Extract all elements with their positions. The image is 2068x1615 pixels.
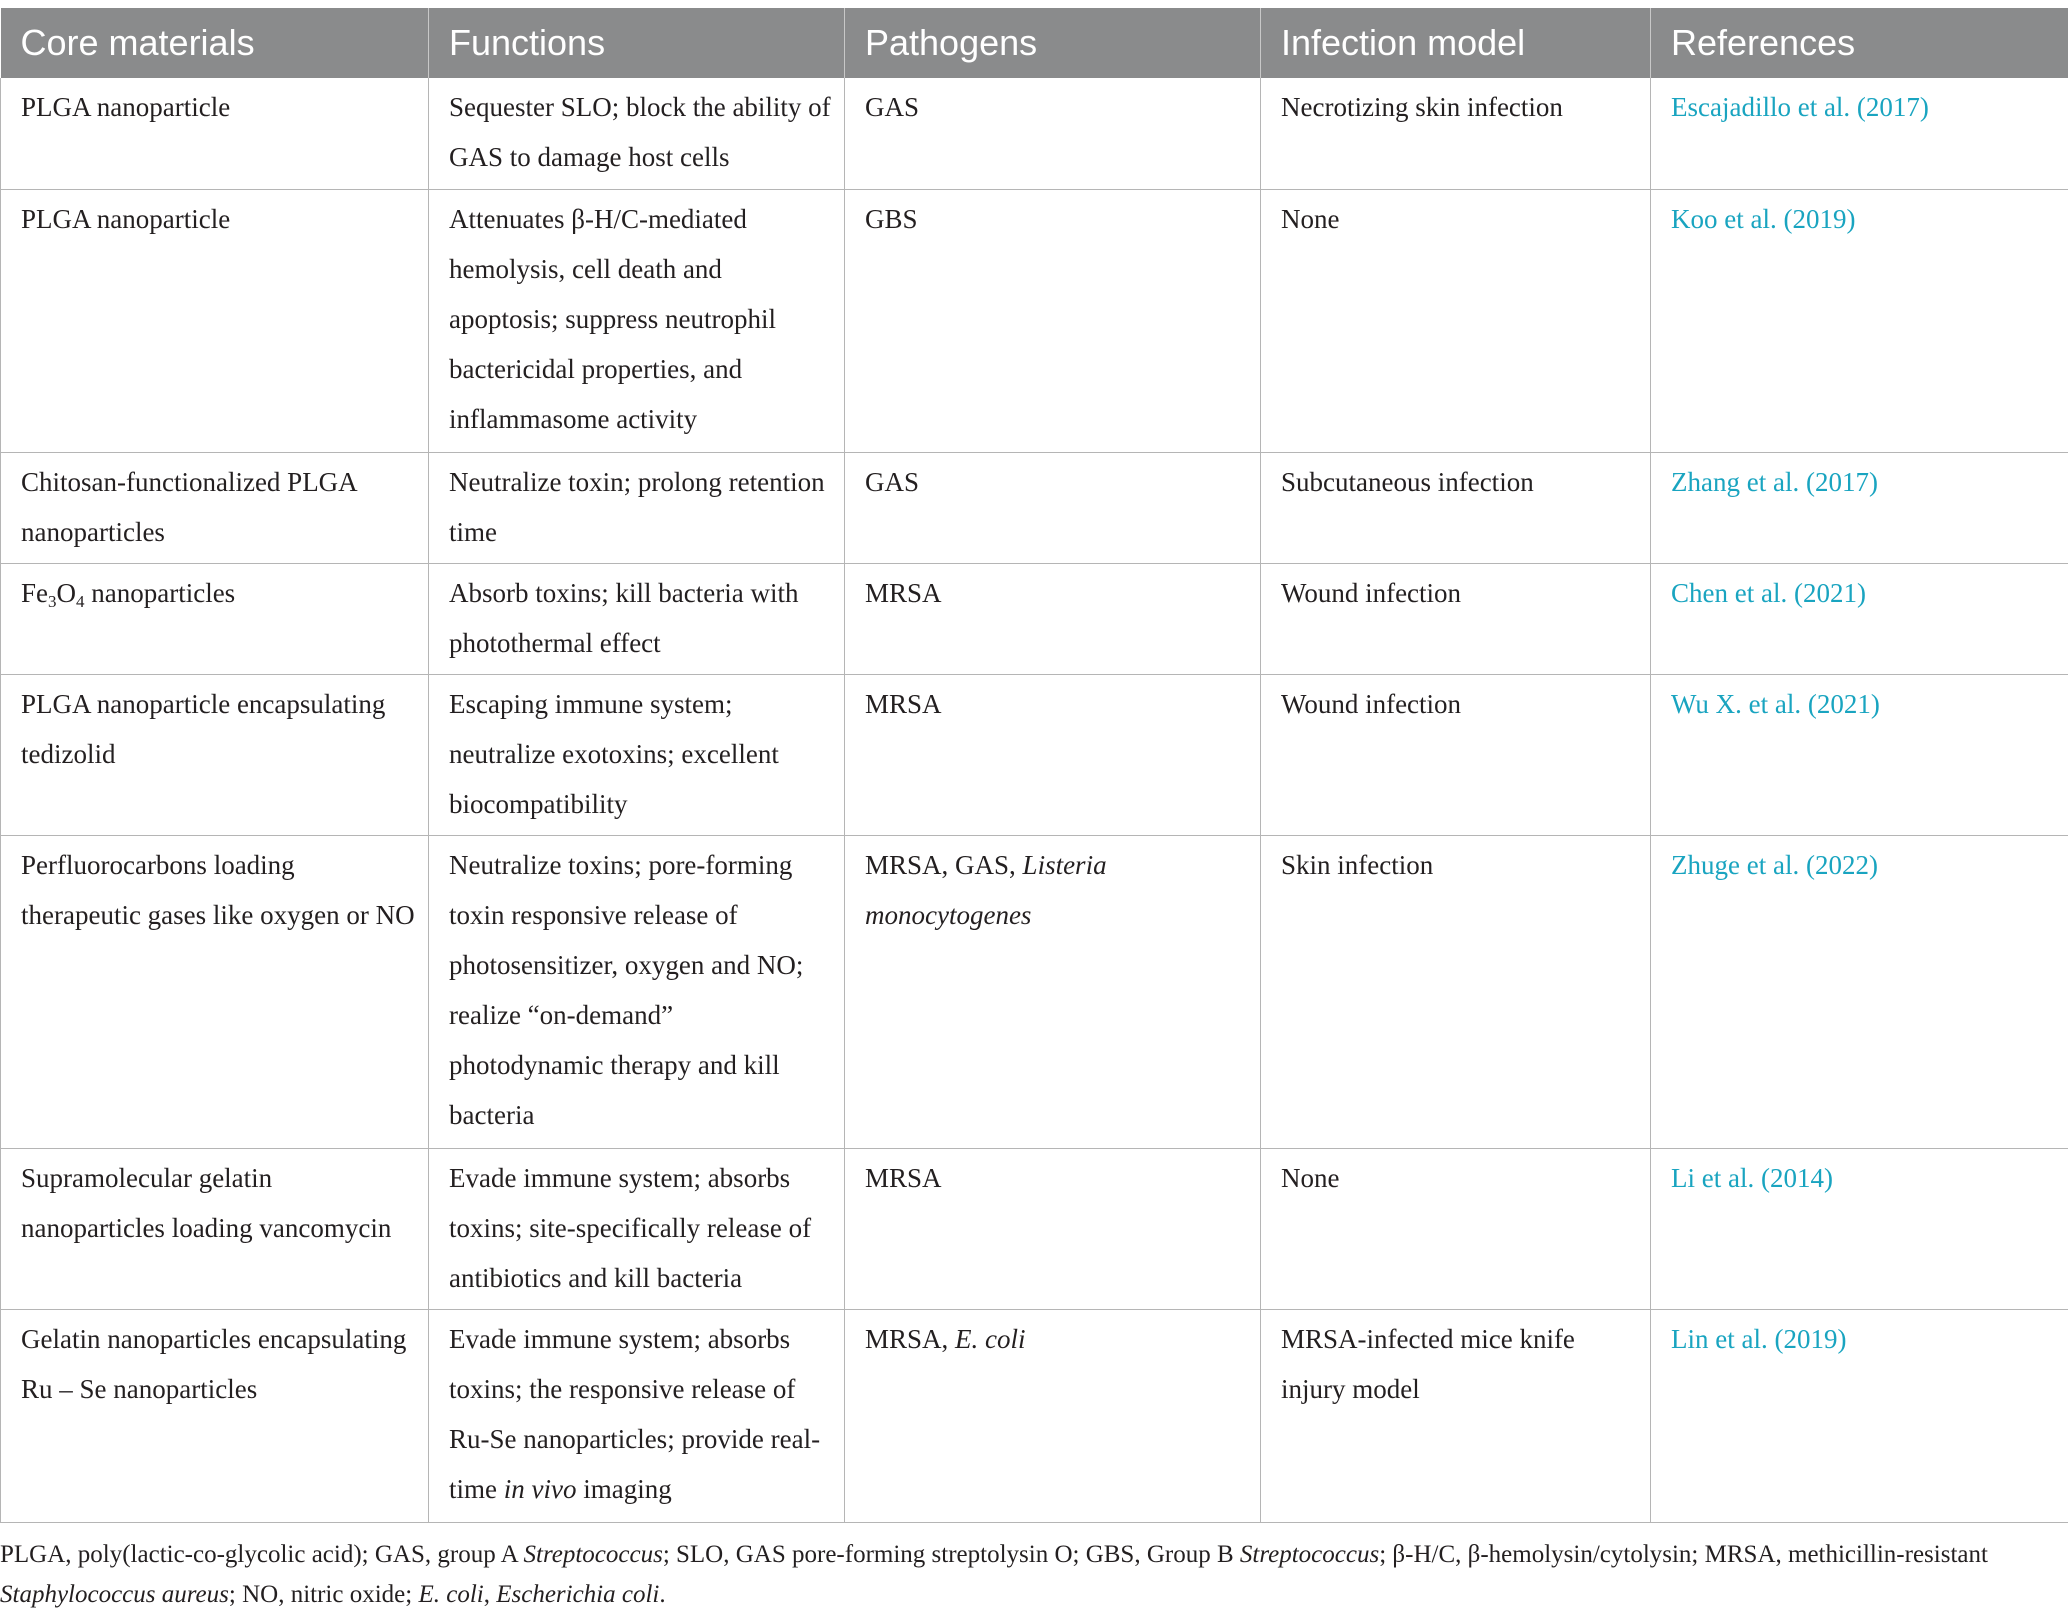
pathogens-text: MRSA, GAS, bbox=[865, 850, 1023, 880]
cell-pathogens: GAS bbox=[845, 452, 1261, 563]
cell-functions: Neutralize toxin; prolong retention time bbox=[429, 452, 845, 563]
functions-text-end: imaging bbox=[576, 1474, 671, 1504]
functions-italic: in vivo bbox=[504, 1474, 577, 1504]
cell-pathogens: MRSA bbox=[845, 563, 1261, 674]
footnote-italic: Escherichia coli bbox=[496, 1581, 659, 1608]
cell-functions: Sequester SLO; block the ability of GAS to damage host cells bbox=[429, 78, 845, 189]
table-row bbox=[1, 1148, 2068, 1309]
footnote-text: . bbox=[659, 1581, 665, 1608]
footnote-italic: Streptococcus bbox=[524, 1541, 663, 1568]
header-row bbox=[1, 8, 2068, 78]
footnote-italic: E. coli bbox=[418, 1581, 483, 1608]
header-pathogens: Pathogens bbox=[845, 8, 1261, 78]
reference-link[interactable]: Li et al. (2014) bbox=[1651, 1148, 2068, 1309]
table-footnote bbox=[0, 1523, 2050, 1615]
header-core-materials: Core materials bbox=[1, 8, 429, 78]
reference-link[interactable]: Zhuge et al. (2022) bbox=[1651, 835, 2068, 1148]
reference-link[interactable]: Koo et al. (2019) bbox=[1651, 189, 2068, 452]
pathogens-italic: E. coli bbox=[955, 1324, 1025, 1354]
reference-link[interactable]: Lin et al. (2019) bbox=[1651, 1309, 2068, 1522]
cell-functions: Attenuates β-H/C-mediated hemolysis, cell death and apoptosis; suppress neutrophil bactericidal properties, and inflammasome activity bbox=[429, 189, 845, 452]
cell-infection-model: Skin infection bbox=[1261, 835, 1651, 1148]
cell-core-material: Gelatin nanoparticles encapsulating Ru – Se nanoparticles bbox=[1, 1309, 429, 1522]
pathogens-italic: Listeria monocytogenes bbox=[865, 850, 1107, 930]
formula-element-fe: Fe bbox=[21, 578, 48, 608]
cell-functions bbox=[429, 1309, 845, 1522]
reference-link[interactable]: Chen et al. (2021) bbox=[1651, 563, 2068, 674]
table-header bbox=[1, 8, 2068, 78]
cell-core-material: PLGA nanoparticle bbox=[1, 78, 429, 189]
cell-functions: Escaping immune system; neutralize exotoxins; excellent biocompatibility bbox=[429, 674, 845, 835]
table-row bbox=[1, 452, 2068, 563]
formula-subscript-3: 3 bbox=[48, 592, 57, 611]
cell-core-material: Chitosan-functionalized PLGA nanoparticles bbox=[1, 452, 429, 563]
document bbox=[0, 8, 2068, 1615]
cell-core-material: PLGA nanoparticle encapsulating tedizolid bbox=[1, 674, 429, 835]
cell-core-material: Supramolecular gelatin nanoparticles loading vancomycin bbox=[1, 1148, 429, 1309]
materials-table bbox=[0, 8, 2068, 1523]
cell-infection-model: None bbox=[1261, 189, 1651, 452]
footnote-text: ; β-H/C, β-hemolysin/cytolysin; MRSA, methicillin-resistant bbox=[1379, 1541, 1988, 1568]
header-references: References bbox=[1651, 8, 2068, 78]
reference-link[interactable]: Wu X. et al. (2021) bbox=[1651, 674, 2068, 835]
cell-pathogens: MRSA bbox=[845, 1148, 1261, 1309]
formula-element-o: O bbox=[57, 578, 77, 608]
cell-infection-model: Subcutaneous infection bbox=[1261, 452, 1651, 563]
reference-link[interactable]: Escajadillo et al. (2017) bbox=[1651, 78, 2068, 189]
cell-functions: Absorb toxins; kill bacteria with photothermal effect bbox=[429, 563, 845, 674]
cell-pathogens: MRSA bbox=[845, 674, 1261, 835]
cell-pathogens: GBS bbox=[845, 189, 1261, 452]
footnote-italic: Streptococcus bbox=[1240, 1541, 1379, 1568]
footnote-italic: Staphylococcus aureus bbox=[0, 1581, 229, 1608]
cell-infection-model: Wound infection bbox=[1261, 563, 1651, 674]
cell-functions: Neutralize toxins; pore-forming toxin responsive release of photosensitizer, oxygen and NO; realize “on-demand” photodynamic therapy and kill bacteria bbox=[429, 835, 845, 1148]
table-body bbox=[1, 78, 2068, 1522]
table-row bbox=[1, 563, 2068, 674]
table-row bbox=[1, 674, 2068, 835]
cell-core-material: PLGA nanoparticle bbox=[1, 189, 429, 452]
cell-infection-model: MRSA-infected mice knife injury model bbox=[1261, 1309, 1651, 1522]
table-row bbox=[1, 189, 2068, 452]
formula-subscript-4: 4 bbox=[76, 592, 85, 611]
footnote-text: ; SLO, GAS pore-forming streptolysin O; GBS, Group B bbox=[663, 1541, 1240, 1568]
cell-pathogens: GAS bbox=[845, 78, 1261, 189]
cell-infection-model: None bbox=[1261, 1148, 1651, 1309]
cell-functions: Evade immune system; absorbs toxins; site-specifically release of antibiotics and kill bacteria bbox=[429, 1148, 845, 1309]
cell-pathogens bbox=[845, 1309, 1261, 1522]
header-infection-model: Infection model bbox=[1261, 8, 1651, 78]
cell-infection-model: Necrotizing skin infection bbox=[1261, 78, 1651, 189]
footnote-text: ; NO, nitric oxide; bbox=[229, 1581, 419, 1608]
header-functions: Functions bbox=[429, 8, 845, 78]
core-material-suffix: nanoparticles bbox=[85, 578, 236, 608]
cell-pathogens bbox=[845, 835, 1261, 1148]
footnote-text: , bbox=[484, 1581, 497, 1608]
cell-infection-model: Wound infection bbox=[1261, 674, 1651, 835]
functions-text: Evade immune system; absorbs toxins; the responsive release of Ru-Se nanoparticles; provide real-time bbox=[449, 1324, 820, 1504]
pathogens-text: MRSA, bbox=[865, 1324, 955, 1354]
table-row bbox=[1, 1309, 2068, 1522]
reference-link[interactable]: Zhang et al. (2017) bbox=[1651, 452, 2068, 563]
cell-core-material bbox=[1, 563, 429, 674]
cell-core-material: Perfluorocarbons loading therapeutic gases like oxygen or NO bbox=[1, 835, 429, 1148]
table-row bbox=[1, 78, 2068, 189]
footnote-text: PLGA, poly(lactic-co-glycolic acid); GAS, group A bbox=[0, 1541, 524, 1568]
table-row bbox=[1, 835, 2068, 1148]
